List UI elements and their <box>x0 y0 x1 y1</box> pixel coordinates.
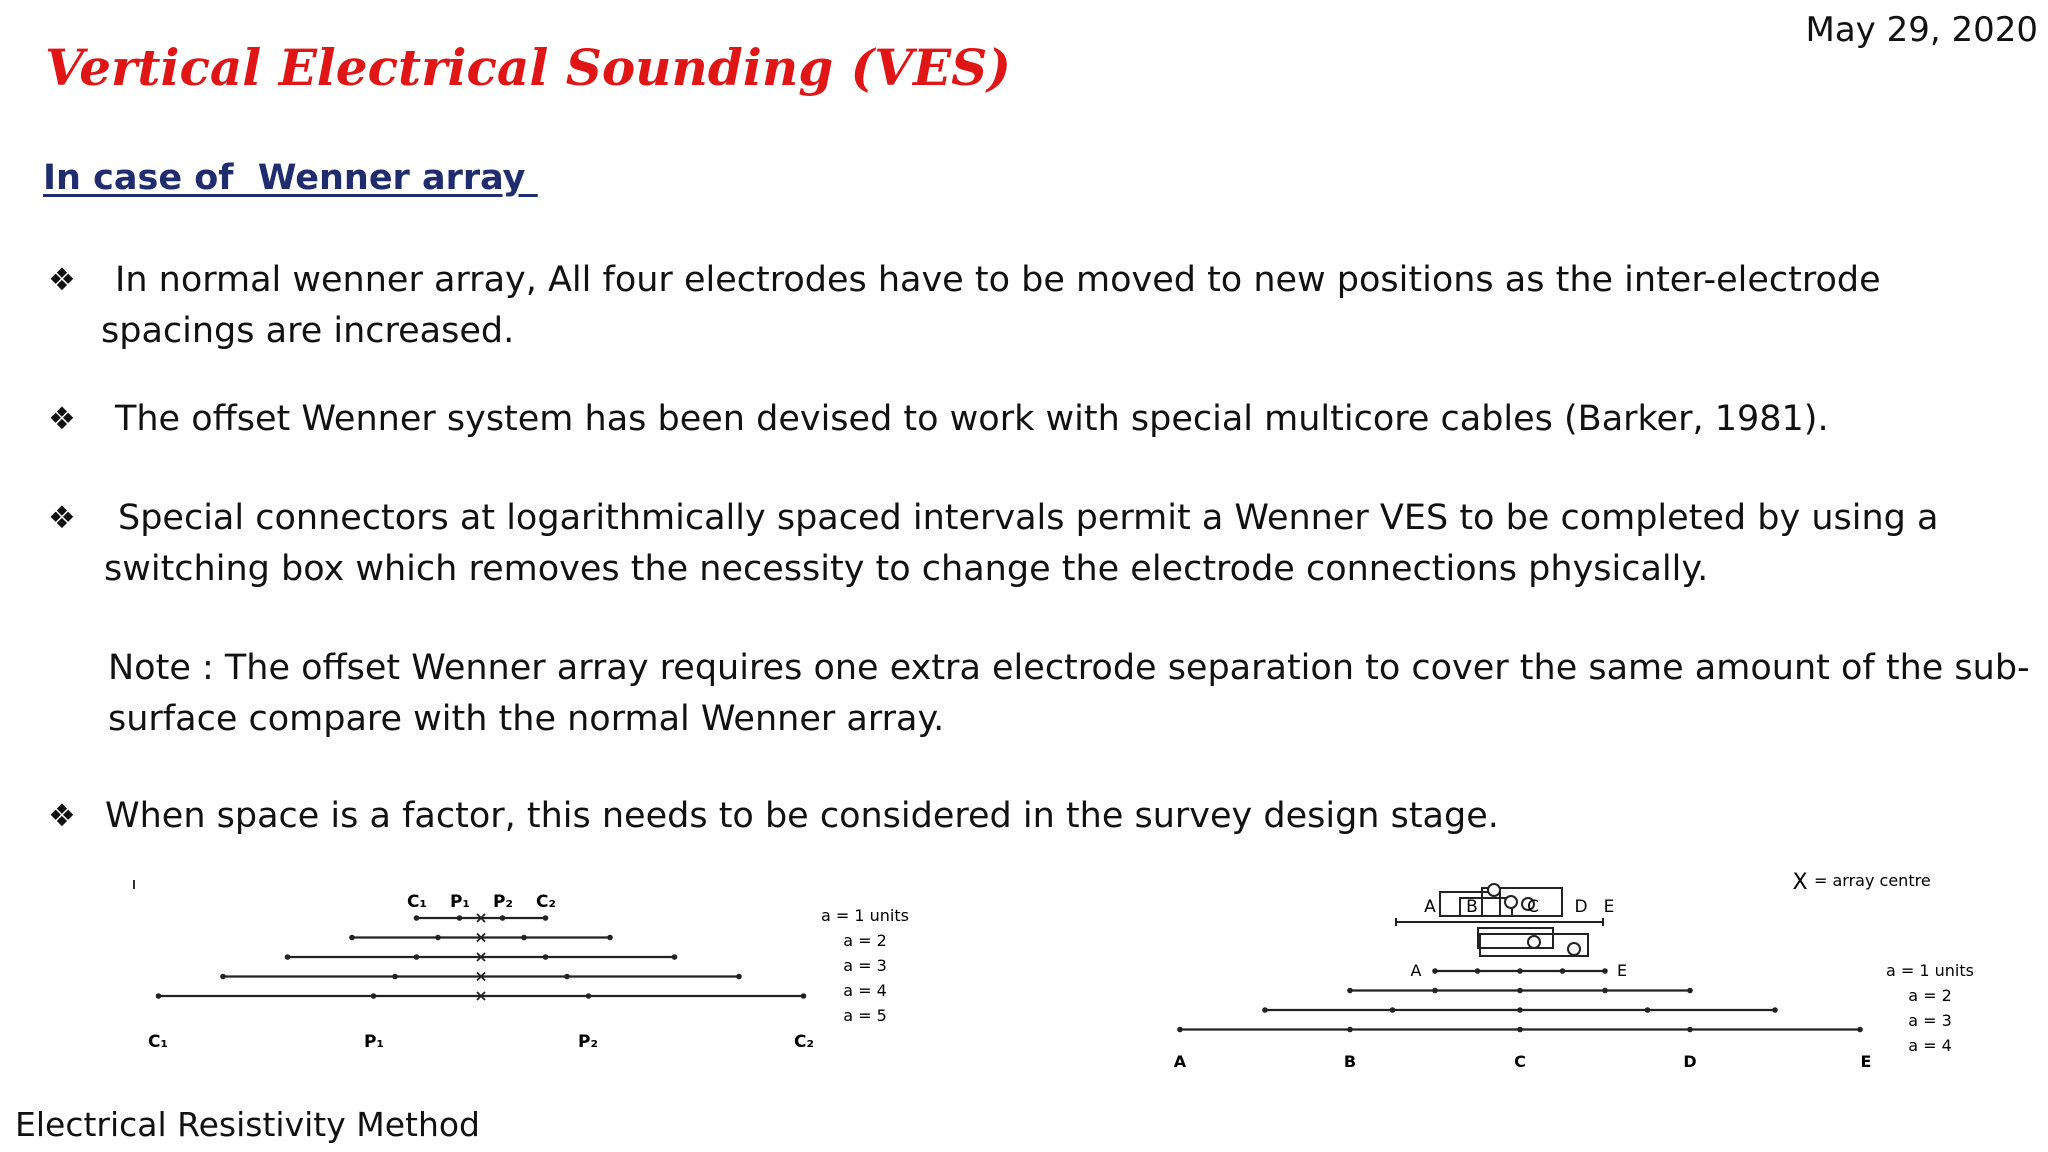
electrode-dot <box>543 915 549 921</box>
offset-electrode-dot <box>1432 968 1438 974</box>
row1-label-a: A <box>1410 961 1422 980</box>
electrode-dot <box>543 954 549 960</box>
row1-label-e: E <box>1616 961 1628 980</box>
offset-electrode-dot <box>1177 1027 1183 1033</box>
bullet-text-line1: Special connectors at logarithmically spaced intervals permit a Wenner VES to be completed by using a <box>118 498 1939 538</box>
electrode-dot <box>607 935 613 941</box>
electrode-dot <box>220 974 226 980</box>
slide-date: May 29, 2020 <box>1805 10 2038 50</box>
bottom-label-p2: P₂ <box>578 1032 598 1052</box>
electrode-label-c2: C₂ <box>536 892 556 912</box>
offset-electrode-dot <box>1347 988 1353 994</box>
section-subtitle: In case of Wenner array <box>43 158 538 198</box>
spacing-labels <box>821 906 909 1025</box>
electrode-dot <box>414 954 420 960</box>
electrode-dot <box>500 915 506 921</box>
switch-label-d: D <box>1574 897 1588 917</box>
spacing-rows <box>156 914 807 1000</box>
footer-caption: Electrical Resistivity Method <box>15 1105 480 1144</box>
note-line2: surface compare with the normal Wenner array. <box>108 699 945 739</box>
electrode-dot <box>801 993 807 999</box>
electrode-dot <box>371 993 377 999</box>
electrode-dot <box>392 974 398 980</box>
offset-wenner-diagram <box>1160 862 2010 1082</box>
offset-spacing-label-1: a = 1 units <box>1886 961 1974 980</box>
electrode-dot <box>156 993 162 999</box>
spacing-label-1: a = 1 units <box>821 906 909 925</box>
spacing-label-5: a = 5 <box>843 1006 887 1025</box>
offset-electrode-dot <box>1517 968 1523 974</box>
electrode-dot <box>736 974 742 980</box>
bottom-electrode-labels <box>148 1032 814 1052</box>
electrode-label-p1: P₁ <box>450 892 470 912</box>
offset-electrode-dot <box>1857 1027 1863 1033</box>
switching-box <box>1396 884 1603 956</box>
bottom-label-a: A <box>1173 1052 1187 1071</box>
bullet-text-line1: The offset Wenner system has been devised to work with special multicore cables (Barker, 1981). <box>115 399 1829 439</box>
offset-electrode-dot <box>1517 988 1523 994</box>
bullet-item-1 <box>48 255 2028 357</box>
offset-spacing-label-4: a = 4 <box>1908 1036 1952 1055</box>
spacing-label-3: a = 3 <box>843 956 887 975</box>
bottom-label-e: E <box>1860 1052 1872 1071</box>
bottom-label-p1: P₁ <box>364 1032 384 1052</box>
array-centre-x-icon: X <box>1792 870 1808 895</box>
offset-spacing-label-3: a = 3 <box>1908 1011 1952 1030</box>
electrode-dot <box>285 954 291 960</box>
offset-electrode-dot <box>1687 988 1693 994</box>
switch-top-labels <box>1424 897 1614 917</box>
spacing-label-4: a = 4 <box>843 981 887 1000</box>
electrode-labels <box>407 892 556 912</box>
electrode-dot <box>435 935 441 941</box>
electrode-dot <box>414 915 420 921</box>
normal-wenner-diagram <box>130 865 909 1065</box>
bullet-item-4 <box>48 791 2028 842</box>
offset-electrode-dot <box>1517 1027 1523 1033</box>
electrode-dot <box>349 935 355 941</box>
bullet-diamond-icon: ❖ <box>48 798 76 834</box>
bottom-label-d: D <box>1683 1052 1697 1071</box>
bottom-label-c1: C₁ <box>148 1032 168 1052</box>
offset-spacing-rows <box>1177 968 1863 1032</box>
electrode-label-c1: C₁ <box>407 892 427 912</box>
bottom-electrode-labels <box>1174 1052 1872 1071</box>
switch-label-c: C <box>1527 897 1539 917</box>
slide-title: Vertical Electrical Sounding (VES) <box>45 38 1011 97</box>
switch-label-a: A <box>1424 897 1436 917</box>
bullet-diamond-icon: ❖ <box>48 500 76 536</box>
offset-electrode-dot <box>1517 1007 1523 1013</box>
electrode-dot <box>672 954 678 960</box>
bottom-label-c2: C₂ <box>794 1032 814 1052</box>
bullet-diamond-icon: ❖ <box>48 401 76 437</box>
bottom-label-c: C <box>1514 1052 1526 1071</box>
offset-electrode-dot <box>1347 1027 1353 1033</box>
electrode-label-p2: P₂ <box>493 892 513 912</box>
switch-label-e: E <box>1603 897 1615 917</box>
bullet-diamond-icon: ❖ <box>48 262 76 298</box>
offset-spacing-label-2: a = 2 <box>1908 986 1952 1005</box>
offset-electrode-dot <box>1560 968 1566 974</box>
offset-electrode-dot <box>1390 1007 1396 1013</box>
bottom-label-b: B <box>1343 1052 1357 1071</box>
bullet-item-3 <box>48 493 2028 595</box>
offset-electrode-dot <box>1432 988 1438 994</box>
bullet-text-line2: switching box which removes the necessity to change the electrode connections physically. <box>104 549 1709 589</box>
array-centre-legend-text: = array centre <box>1814 871 1931 890</box>
bullet-text-line1: In normal wenner array, All four electrodes have to be moved to new positions as the inter-electrode <box>115 260 1881 300</box>
offset-electrode-dot <box>1262 1007 1268 1013</box>
bullet-item-2 <box>48 394 2028 445</box>
electrode-dot <box>521 935 527 941</box>
switch-label-b: B <box>1466 897 1478 917</box>
electrode-dot <box>586 993 592 999</box>
spacing-label-2: a = 2 <box>843 931 887 950</box>
electrode-dot <box>564 974 570 980</box>
offset-electrode-dot <box>1475 968 1481 974</box>
offset-electrode-dot <box>1645 1007 1651 1013</box>
offset-electrode-dot <box>1602 968 1608 974</box>
note-line1: Note : The offset Wenner array requires one extra electrode separation to cover the same amount of the sub- <box>108 648 2030 688</box>
electrode-dot <box>457 915 463 921</box>
bullet-text-line1: When space is a factor, this needs to be considered in the survey design stage. <box>105 796 1499 836</box>
offset-electrode-dot <box>1687 1027 1693 1033</box>
offset-electrode-dot <box>1602 988 1608 994</box>
note-paragraph <box>108 643 2038 745</box>
bullet-text-line2: spacings are increased. <box>101 311 515 351</box>
offset-spacing-labels <box>1886 961 1974 1055</box>
offset-electrode-dot <box>1772 1007 1778 1013</box>
array-centre-legend <box>1792 870 1930 895</box>
